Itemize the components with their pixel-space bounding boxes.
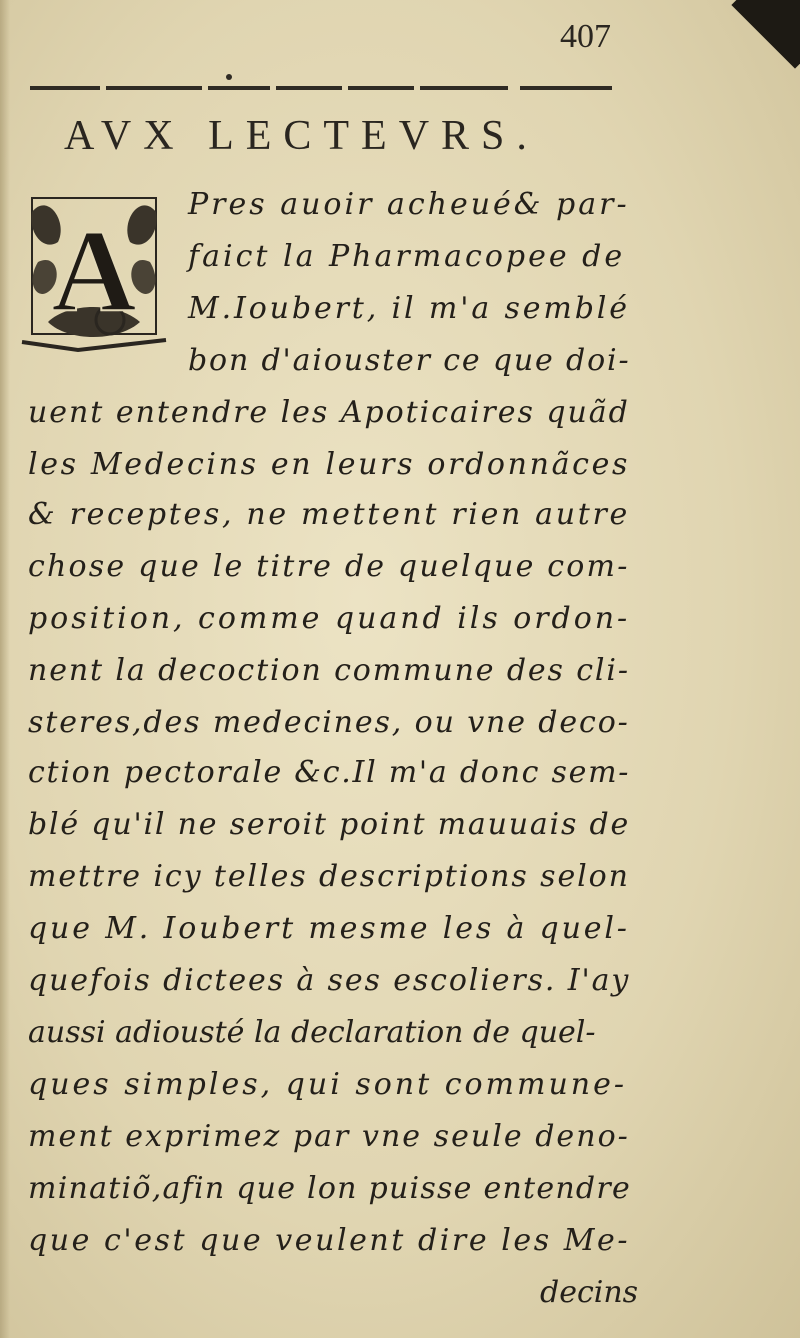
text-line: blé qu'il ne seroit point mauuais de	[28, 807, 631, 842]
text-line: ment exprimez par vne seule deno-	[28, 1119, 630, 1154]
text-line: uent entendre les Apoticaires quãd	[28, 395, 630, 430]
text-line: mettre icy telles descriptions selon	[28, 859, 630, 894]
ornament-rule	[106, 86, 202, 90]
text-line: les Medecins en leurs ordonnãces	[28, 447, 631, 482]
text-line: bon d'aiouster ce que doi-	[188, 343, 631, 378]
text-line: chose que le titre de quelque com-	[28, 549, 630, 584]
text-line: decins	[540, 1275, 639, 1310]
page-number: 407	[560, 18, 611, 55]
text-line: faict la Pharmacopee de	[188, 239, 626, 274]
ornament-rule	[420, 86, 508, 90]
text-line: que c'est que veulent dire les Me-	[28, 1223, 631, 1258]
text-line: ques simples, qui sont commune-	[28, 1067, 627, 1102]
text-line: ction pectorale &c.Il m'a donc sem-	[28, 755, 631, 790]
ornament-rule	[276, 86, 342, 90]
section-heading: AVX LECTEVRS.	[64, 113, 539, 159]
ornament-rule	[208, 86, 270, 90]
text-line: minatiõ,afin que lon puisse entendre	[28, 1171, 631, 1206]
text-line: position, comme quand ils ordon-	[28, 601, 631, 636]
initial-letter: A	[51, 205, 137, 336]
text-line: M.Ioubert, il m'a semblé	[188, 291, 630, 326]
decorated-initial-icon	[18, 192, 170, 358]
ornament-dot	[226, 74, 232, 80]
ornament-rule	[520, 86, 612, 90]
text-line: & receptes, ne mettent rien autre	[28, 497, 630, 532]
text-line: aussi adiousté la declaration de quel-	[28, 1015, 596, 1050]
text-line: steres,des medecines, ou vne deco-	[28, 705, 630, 740]
page-corner	[731, 0, 800, 69]
text-line: que M. Ioubert mesme les à quel-	[28, 911, 630, 946]
text-line: nent la decoction commune des cli-	[28, 653, 630, 688]
page-edge-shadow	[0, 0, 10, 1338]
ornament-rule	[348, 86, 414, 90]
text-line: Pres auoir acheué& par-	[188, 187, 630, 222]
text-line: quefois dictees à ses escoliers. I'ay	[28, 963, 631, 998]
ornament-rule	[30, 86, 100, 90]
